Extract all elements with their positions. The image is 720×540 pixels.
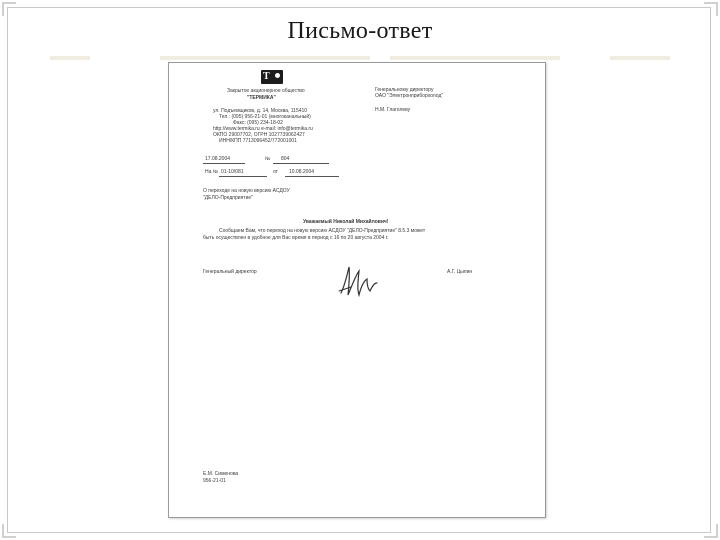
- handwritten-signature: [337, 261, 385, 301]
- sender-inn-kpp: ИНН/КПП 7713096452/772001001: [219, 138, 297, 144]
- slide-corner-ornament: [2, 2, 16, 16]
- ref-date-underline: [285, 176, 339, 177]
- signatory-title: Генеральный директор: [203, 269, 257, 275]
- executor-name: Е.М. Сименова: [203, 471, 239, 477]
- body-line-1: Сообщаем Вам, что переход на новую версию АСДОУ "ДЕЛО-Предприятие" 8.5.3 может: [219, 228, 426, 234]
- recipient-name: Н.М. Глаголеву: [375, 107, 411, 113]
- slide-corner-ornament: [2, 524, 16, 538]
- ref-from-label: от: [273, 169, 278, 175]
- date-underline: [203, 163, 245, 164]
- body-line-2: быть осуществлен в удобное для Вас время в период с 16 по 20 августа 2004 г.: [203, 235, 389, 241]
- ref-label: На №: [205, 169, 219, 175]
- letter-document[interactable]: [168, 62, 546, 518]
- ref-number: 01-10/081: [221, 169, 244, 175]
- sender-address: ул. Подъемщиков, д. 14, Москва, 115410: [213, 108, 308, 114]
- letter-number: 804: [281, 156, 290, 162]
- recipient-company: ОАО "Электронприборхолод": [375, 93, 444, 99]
- signatory-name: А.Г. Цыпин: [447, 269, 473, 275]
- letter-number-label: №: [265, 156, 271, 162]
- termika-logo: T: [261, 70, 283, 84]
- recipient-position: Генеральному директору: [375, 87, 434, 93]
- ref-date: 10.08.2004: [289, 169, 315, 175]
- executor-phone: 956-21-01: [203, 478, 226, 484]
- slide-corner-ornament: [704, 524, 718, 538]
- sender-org-type: Закрытое акционерное общество: [227, 88, 305, 94]
- sender-fax: Факс: (095) 234-18-02: [233, 120, 283, 126]
- sender-org-name: "ТЕРМИКА": [247, 95, 276, 101]
- sender-web-email: http://www.termika.ru e-mail: info@termika.ru: [213, 126, 313, 132]
- subject-line-1: О переходе на новую версию АСДОУ: [203, 188, 290, 194]
- ref-number-underline: [219, 176, 267, 177]
- slide-corner-ornament: [704, 2, 718, 16]
- sender-phone: Тел.: (095) 956-21-01 (многоканальный): [219, 114, 311, 120]
- greeting: Уважаемый Николай Михайлович!: [303, 219, 389, 225]
- sender-okpo-ogrn: ОКПО 29007702, ОГРН 1027739062427: [213, 132, 305, 138]
- number-underline: [273, 163, 329, 164]
- slide-title: Письмо-ответ: [287, 18, 433, 44]
- letter-date: 17.08.2004: [205, 156, 231, 162]
- subject-line-2: "ДЕЛО-Предприятие": [203, 195, 253, 201]
